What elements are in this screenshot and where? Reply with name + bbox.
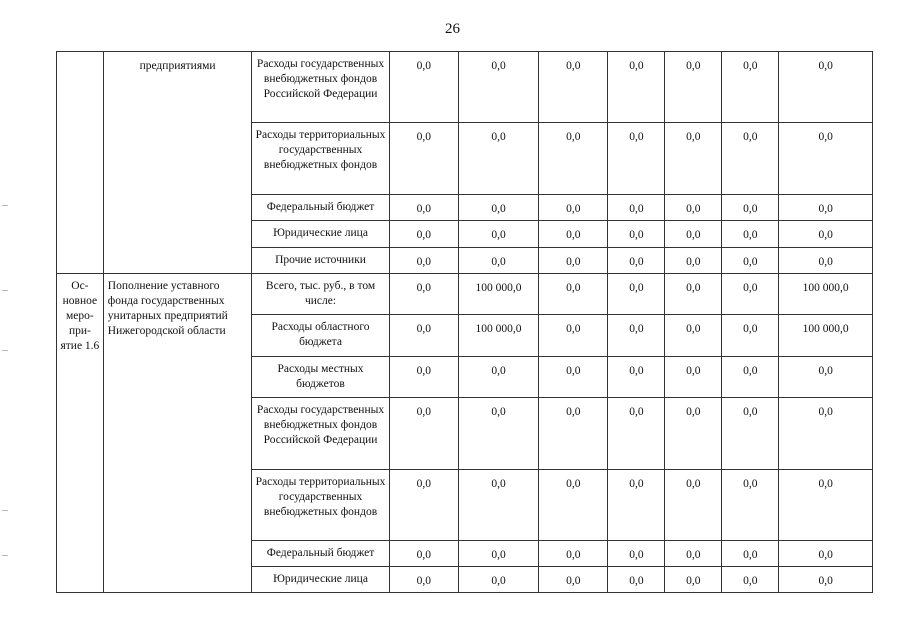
value-cell: 0,0	[665, 274, 722, 315]
value-cell: 0,0	[779, 221, 873, 248]
value-cell: 0,0	[665, 248, 722, 274]
value-cell: 0,0	[779, 398, 873, 470]
value-cell: 0,0	[608, 52, 665, 123]
value-cell: 0,0	[389, 274, 458, 315]
value-cell: 0,0	[665, 398, 722, 470]
value-cell: 0,0	[539, 567, 608, 593]
source-cell: Расходы территориальных государственных внебюджетных фондов	[252, 123, 389, 195]
value-cell: 0,0	[722, 541, 779, 567]
source-cell: Юридические лица	[252, 567, 389, 593]
value-cell: 0,0	[608, 470, 665, 541]
value-cell: 0,0	[539, 52, 608, 123]
value-cell: 0,0	[389, 470, 458, 541]
source-cell: Расходы местных бюджетов	[252, 357, 389, 398]
value-cell: 0,0	[608, 357, 665, 398]
value-cell: 0,0	[608, 274, 665, 315]
value-cell: 0,0	[458, 52, 538, 123]
value-cell: 0,0	[665, 357, 722, 398]
value-cell: 0,0	[539, 470, 608, 541]
scan-mark	[2, 555, 8, 556]
value-cell: 100 000,0	[458, 274, 538, 315]
value-cell: 0,0	[608, 123, 665, 195]
value-cell: 0,0	[779, 248, 873, 274]
source-cell: Федеральный бюджет	[252, 541, 389, 567]
value-cell: 0,0	[458, 541, 538, 567]
value-cell: 0,0	[722, 195, 779, 221]
value-cell: 0,0	[722, 315, 779, 357]
value-cell: 0,0	[458, 567, 538, 593]
value-cell: 0,0	[539, 274, 608, 315]
value-cell: 0,0	[539, 541, 608, 567]
activity-name-cell: предприятиями	[103, 52, 252, 274]
value-cell: 0,0	[779, 52, 873, 123]
value-cell: 0,0	[539, 221, 608, 248]
value-cell: 0,0	[722, 357, 779, 398]
value-cell: 0,0	[779, 567, 873, 593]
scan-mark	[2, 290, 8, 291]
source-cell: Расходы государственных внебюджетных фондов Российской Федерации	[252, 52, 389, 123]
scan-mark	[2, 205, 8, 206]
scan-mark	[2, 510, 8, 511]
value-cell: 0,0	[779, 470, 873, 541]
value-cell: 0,0	[389, 52, 458, 123]
value-cell: 100 000,0	[779, 315, 873, 357]
value-cell: 0,0	[608, 315, 665, 357]
table-row	[57, 52, 873, 123]
value-cell: 0,0	[722, 248, 779, 274]
value-cell: 0,0	[722, 567, 779, 593]
value-cell: 0,0	[608, 221, 665, 248]
value-cell: 0,0	[389, 357, 458, 398]
value-cell: 0,0	[665, 52, 722, 123]
value-cell: 0,0	[722, 398, 779, 470]
value-cell: 100 000,0	[779, 274, 873, 315]
funding-table	[56, 51, 873, 593]
activity-name-cell: Пополнение уставного фонда государственных унитарных предприятий Нижегородской области	[103, 274, 252, 593]
value-cell: 0,0	[665, 470, 722, 541]
page-number: 26	[445, 21, 460, 37]
value-cell: 0,0	[665, 195, 722, 221]
value-cell: 0,0	[458, 248, 538, 274]
value-cell: 0,0	[722, 221, 779, 248]
value-cell: 0,0	[665, 567, 722, 593]
table-row	[57, 274, 873, 315]
value-cell: 0,0	[779, 123, 873, 195]
table-body	[57, 52, 873, 593]
value-cell: 0,0	[722, 470, 779, 541]
value-cell: 0,0	[608, 248, 665, 274]
value-cell: 0,0	[539, 195, 608, 221]
value-cell: 0,0	[389, 315, 458, 357]
value-cell: 100 000,0	[458, 315, 538, 357]
value-cell: 0,0	[608, 398, 665, 470]
value-cell: 0,0	[389, 221, 458, 248]
source-cell: Расходы государственных внебюджетных фондов Российской Федерации	[252, 398, 389, 470]
value-cell: 0,0	[608, 195, 665, 221]
value-cell: 0,0	[608, 541, 665, 567]
source-cell: Расходы областного бюджета	[252, 315, 389, 357]
value-cell: 0,0	[722, 52, 779, 123]
value-cell: 0,0	[389, 398, 458, 470]
value-cell: 0,0	[389, 541, 458, 567]
value-cell: 0,0	[389, 248, 458, 274]
value-cell: 0,0	[458, 398, 538, 470]
value-cell: 0,0	[779, 357, 873, 398]
value-cell: 0,0	[458, 357, 538, 398]
value-cell: 0,0	[665, 123, 722, 195]
value-cell: 0,0	[539, 248, 608, 274]
value-cell: 0,0	[458, 470, 538, 541]
source-cell: Прочие источники	[252, 248, 389, 274]
source-cell: Федеральный бюджет	[252, 195, 389, 221]
value-cell: 0,0	[458, 123, 538, 195]
value-cell: 0,0	[608, 567, 665, 593]
value-cell: 0,0	[665, 315, 722, 357]
value-cell: 0,0	[779, 195, 873, 221]
activity-label-cell: Ос-новное меро-при-ятие 1.6	[57, 274, 104, 593]
value-cell: 0,0	[722, 123, 779, 195]
value-cell: 0,0	[389, 123, 458, 195]
value-cell: 0,0	[458, 195, 538, 221]
value-cell: 0,0	[665, 221, 722, 248]
value-cell: 0,0	[539, 315, 608, 357]
source-cell: Всего, тыс. руб., в том числе:	[252, 274, 389, 315]
value-cell: 0,0	[389, 195, 458, 221]
value-cell: 0,0	[539, 123, 608, 195]
source-cell: Расходы территориальных государственных внебюджетных фондов	[252, 470, 389, 541]
activity-label-cell	[57, 52, 104, 274]
value-cell: 0,0	[539, 398, 608, 470]
value-cell: 0,0	[665, 541, 722, 567]
value-cell: 0,0	[779, 541, 873, 567]
source-cell: Юридические лица	[252, 221, 389, 248]
value-cell: 0,0	[389, 567, 458, 593]
value-cell: 0,0	[539, 357, 608, 398]
value-cell: 0,0	[458, 221, 538, 248]
scan-mark	[2, 350, 8, 351]
value-cell: 0,0	[722, 274, 779, 315]
